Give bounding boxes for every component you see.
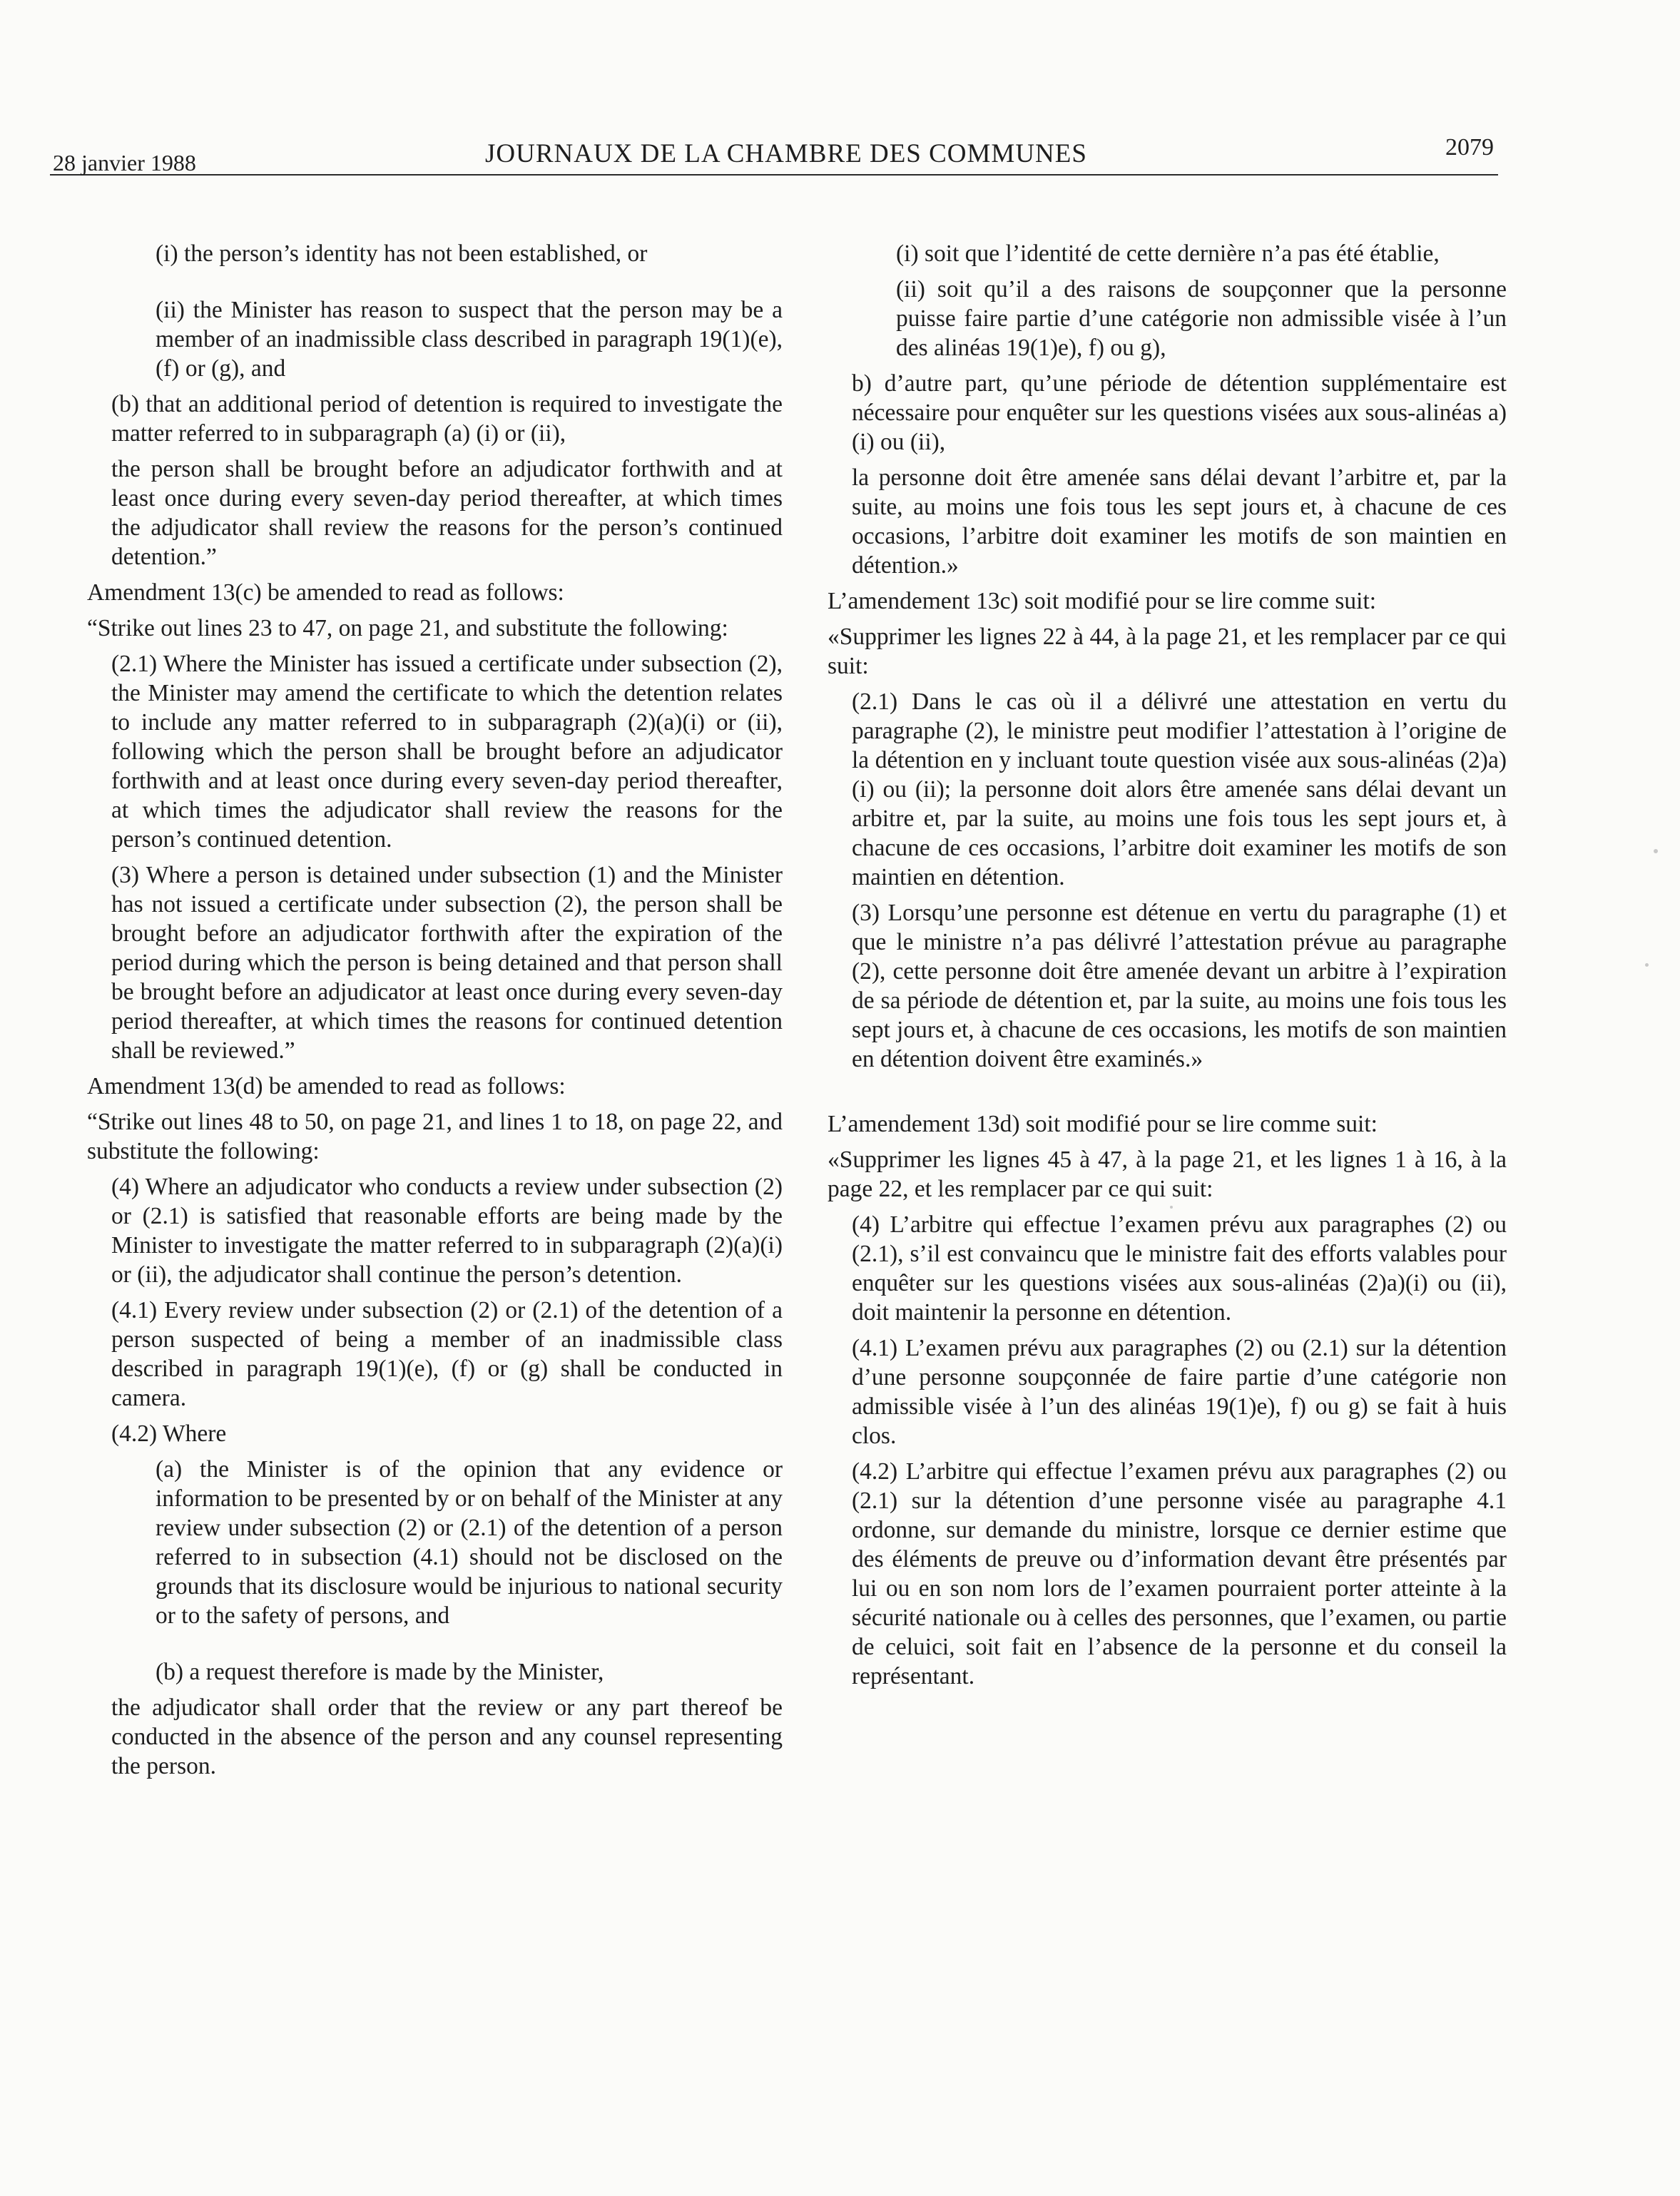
english-paragraph: (ii) the Minister has reason to suspect that the person may be a member of an inadmissible class described in paragraph 19(1)(e), (f) or (g), and (156, 297, 783, 382)
english-paragraph: (2.1) Where the Minister has issued a certificate under subsection (2), the Minister may amend the certificate to which the detention relates to include any matter referred to in subparagraph (2)(a)(i) or (ii), following which the person shall be brought before an adjudicator forthwith and at least once during every seven-day period thereafter, at which times the adjudicator shall review the reasons for the person’s continued detention. (111, 651, 783, 853)
french-paragraph: (4) L’arbitre qui effectue l’examen prévu aux paragraphes (2) ou (2.1), s’il est convaincu que le ministre fait des efforts valables pour enquêter sur les questions visées aux sous-alinéas (2)a)(i) ou (ii), doit maintenir la personne en détention. (852, 1211, 1507, 1326)
french-paragraph: «Supprimer les lignes 22 à 44, à la page 21, et les remplacer par ce qui suit: (828, 624, 1507, 679)
french-column (828, 239, 1507, 1697)
french-paragraph: (4.2) L’arbitre qui effectue l’examen prévu aux paragraphes (2) ou (2.1) sur la détention d’une personne visée au paragraphe 4.1 ordonne, sur demande du ministre, lorsque ce dernier estime que des éléments de preuve ou d’information devant être présentés par lui ou en son nom lors de l’examen pourraient porter atteinte à la sécurité nationale ou à celles des personnes, que l’examen, ou partie de celuici, soit fait en l’absence de la personne et du conseil la représentant. (852, 1458, 1507, 1689)
english-paragraph: “Strike out lines 23 to 47, on page 21, and substitute the following: (87, 615, 728, 641)
english-paragraph: (3) Where a person is detained under subsection (1) and the Minister has not issued a certificate under subsection (2), the person shall be brought before an adjudicator forthwith after the expiration of the period during which the person is being detained and that person shall be brought before an adjudicator at least once during every seven-day period thereafter, at which times the reasons for continued detention shall be reviewed.” (111, 862, 783, 1064)
journal-title: JOURNAUX DE LA CHAMBRE DES COMMUNES (485, 139, 1087, 168)
english-paragraph: Amendment 13(c) be amended to read as follows: (87, 579, 564, 606)
english-paragraph: “Strike out lines 48 to 50, on page 21, and lines 1 to 18, on page 22, and substitute the following: (87, 1109, 783, 1164)
english-paragraph: (4.2) Where (111, 1420, 227, 1447)
page-header (50, 134, 1498, 176)
scan-speck (1654, 849, 1658, 853)
english-paragraph: the person shall be brought before an adjudicator forthwith and at least once during every seven-day period thereafter, at which times the adjudicator shall review the reasons for the person’s continued detention.” (111, 456, 783, 570)
french-paragraph: (3) Lorsqu’une personne est détenue en vertu du paragraphe (1) et que le ministre n’a pas délivré l’attestation prévue au paragraphe (2), cette personne doit être amenée devant un arbitre à l’expiration de sa période de détention et, par la suite, au moins une fois tous les sept jours et, à chacune de ces occasions, les motifs de son maintien en détention doivent être examinés.» (852, 900, 1507, 1072)
french-paragraph: L’amendement 13d) soit modifié pour se lire comme suit: (828, 1111, 1378, 1137)
scan-speck (1645, 963, 1649, 967)
english-paragraph: (b) that an additional period of detention is required to investigate the matter referred to in subparagraph (a) (i) or (ii), (111, 391, 783, 447)
english-paragraph: (4.1) Every review under subsection (2) or (2.1) of the detention of a person suspected of being a member of an inadmissible class described in paragraph 19(1)(e), (f) or (g) shall be conducted in camera. (111, 1297, 783, 1411)
french-paragraph: (i) soit que l’identité de cette dernière n’a pas été établie, (896, 240, 1440, 267)
french-paragraph: la personne doit être amenée sans délai devant l’arbitre et, par la suite, au moins une fois tous les sept jours et, à chacune de ces occasions, l’arbitre doit examiner les motifs de son maintien en détention.» (852, 464, 1507, 579)
english-paragraph: the adjudicator shall order that the review or any part thereof be conducted in the absence of the person and any counsel representing the person. (111, 1694, 783, 1779)
english-column (87, 239, 783, 1787)
english-paragraph: (4) Where an adjudicator who conducts a review under subsection (2) or (2.1) is satisfied that reasonable efforts are being made by the Minister to investigate the matter referred to in subparagraph (2)(a)(i) or (ii), the adjudicator shall continue the person’s detention. (111, 1174, 783, 1288)
french-paragraph: «Supprimer les lignes 45 à 47, à la page 21, et les lignes 1 à 16, à la page 22, et les remplacer par ce qui suit: (828, 1147, 1507, 1202)
page-number: 2079 (1445, 134, 1494, 161)
english-paragraph: (b) a request therefore is made by the Minister, (156, 1659, 604, 1685)
header-date: 28 janvier 1988 (53, 150, 196, 176)
french-paragraph: L’amendement 13c) soit modifié pour se lire comme suit: (828, 588, 1377, 614)
french-paragraph: (ii) soit qu’il a des raisons de soupçonner que la personne puisse faire partie d’une catégorie non admissible visée à l’un des alinéas 19(1)e), f) ou g), (896, 276, 1507, 361)
french-paragraph: (4.1) L’examen prévu aux paragraphes (2) ou (2.1) sur la détention d’une personne soupçonnée de faire partie d’une catégorie non admissible visée à l’un des alinéas 19(1)e), f) ou g) se fait à huis clos. (852, 1335, 1507, 1449)
french-paragraph: b) d’autre part, qu’une période de détention supplémentaire est nécessaire pour enquêter sur les questions visées aux sous-alinéas a)(i) ou (ii), (852, 370, 1507, 455)
scan-speck (1170, 1206, 1173, 1209)
french-paragraph: (2.1) Dans le cas où il a délivré une attestation en vertu du paragraphe (2), le ministre peut modifier l’attestation à l’origine de la détention en y incluant toute question visée aux sous-alinéas (2)a)(i) ou (ii); la personne doit alors être amenée sans délai devant un arbitre et, par la suite, au moins une fois tous les sept jours et, à chacune de ces occasions, l’arbitre doit examiner les motifs de son maintien en détention. (852, 688, 1507, 890)
english-paragraph: Amendment 13(d) be amended to read as follows: (87, 1073, 566, 1099)
english-paragraph: (a) the Minister is of the opinion that any evidence or information to be presented by or on behalf of the Minister at any review under subsection (2) or (2.1) of the detention of a person referred to in subsection (4.1) should not be disclosed on the grounds that its disclosure would be injurious to national security or to the safety of persons, and (156, 1456, 783, 1629)
english-paragraph: (i) the person’s identity has not been established, or (156, 240, 648, 267)
